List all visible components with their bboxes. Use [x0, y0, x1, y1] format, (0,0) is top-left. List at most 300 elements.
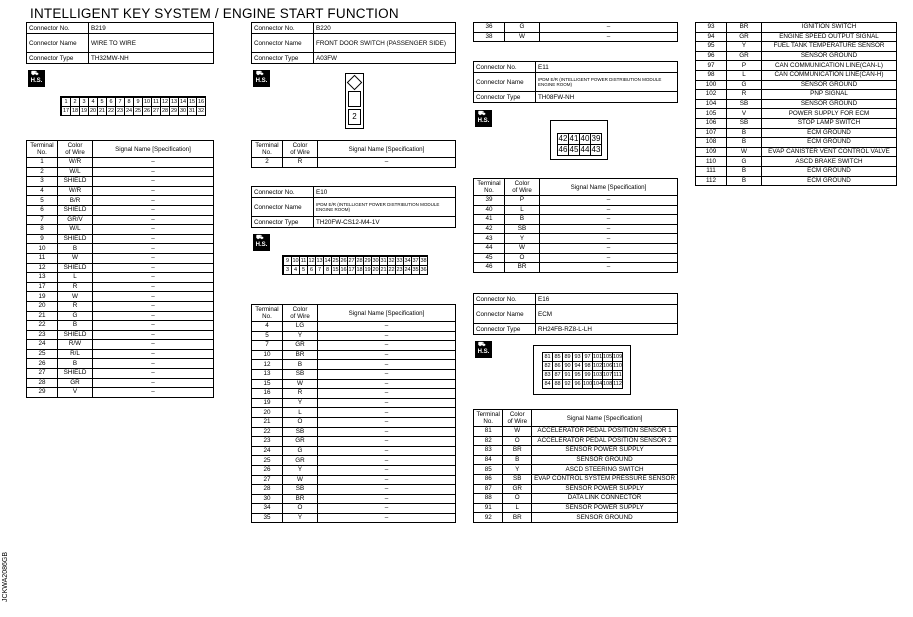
pin: 41	[569, 134, 579, 143]
signal-name: –	[540, 215, 678, 225]
pin: 24	[125, 108, 133, 114]
figure-code: JCKWA2086GB	[2, 552, 9, 602]
wire-color: GR	[283, 437, 318, 447]
pin: 19	[80, 108, 88, 114]
signal-name: –	[540, 224, 678, 234]
pin: 9	[283, 256, 292, 266]
signal-name: –	[93, 378, 214, 388]
pin: 13	[316, 258, 323, 264]
pin-row	[61, 97, 205, 106]
signal-name: –	[93, 205, 214, 215]
table-row	[252, 389, 456, 399]
pin: 25	[332, 258, 339, 264]
pin: 102	[593, 363, 603, 369]
pin-row	[61, 106, 205, 115]
terminal-table-e10	[251, 304, 456, 523]
pin: 81	[542, 352, 553, 362]
table-row	[252, 322, 456, 332]
signal-name: –	[318, 158, 456, 168]
wire-color: B	[58, 244, 93, 254]
table-row	[474, 263, 678, 273]
pin: 97	[582, 352, 593, 362]
pin: 7	[315, 265, 324, 275]
pin: 32	[197, 108, 205, 114]
pin: 29	[170, 108, 178, 114]
wire-color: BR	[503, 446, 532, 456]
car-icon: ⛟	[256, 71, 264, 77]
terminal-no: 110	[696, 157, 727, 167]
wire-color: W	[58, 292, 93, 302]
pin: 17	[348, 267, 355, 273]
signal-name: –	[93, 282, 214, 292]
terminal-no: 83	[474, 446, 503, 456]
wire-color: SHIELD	[58, 330, 93, 340]
terminal-no: 107	[696, 128, 727, 138]
wire-color: G	[505, 23, 540, 33]
table-row	[252, 398, 456, 408]
table-row	[27, 330, 214, 340]
terminal-no: 12	[27, 263, 58, 273]
pin: 107	[603, 372, 613, 378]
pin: 39	[591, 134, 601, 143]
table-row	[27, 349, 214, 359]
signal-name: –	[93, 225, 214, 235]
wire-color: BR	[505, 263, 540, 273]
table-row	[696, 32, 897, 42]
pin: 45	[569, 145, 579, 154]
signal-name: –	[93, 263, 214, 273]
pin: 108	[603, 381, 613, 387]
terminal-no: 4	[27, 186, 58, 196]
terminal-no: 38	[474, 32, 505, 42]
terminal-no: 81	[474, 427, 503, 437]
pin: 14	[324, 258, 331, 264]
signal-name: CAN COMMUNICATION LINE(CAN-H)	[762, 70, 897, 80]
table-row	[27, 177, 214, 187]
connector-face-b219	[60, 96, 206, 116]
terminal-no: 25	[27, 349, 58, 359]
table-row	[474, 484, 678, 494]
terminal-no: 9	[27, 234, 58, 244]
connector-info-e10	[251, 186, 456, 228]
cavity	[348, 91, 361, 107]
harness-side-icon: ⛟ H.S.	[253, 70, 270, 87]
signal-name: –	[93, 330, 214, 340]
connector-face-e16	[533, 345, 631, 395]
pin: 30	[372, 258, 379, 264]
pin: 43	[591, 145, 601, 154]
wire-color: R/W	[58, 340, 93, 350]
wire-color: L	[58, 273, 93, 283]
pin: 33	[396, 258, 403, 264]
pin: 92	[562, 379, 573, 389]
table-row	[27, 234, 214, 244]
terminal-no: 41	[474, 215, 505, 225]
pin: 111	[613, 372, 622, 378]
pin: 27	[152, 108, 160, 114]
signal-name: –	[318, 389, 456, 399]
signal-name: –	[93, 273, 214, 283]
table-row	[252, 341, 456, 351]
terminal-no: 42	[474, 224, 505, 234]
terminal-no: 36	[474, 23, 505, 33]
wire-color: W	[283, 475, 318, 485]
pin: 26	[340, 258, 347, 264]
header-signal-name: Signal Name [Specification]	[318, 141, 456, 158]
table-row	[27, 301, 214, 311]
table-row	[27, 158, 214, 168]
connector-info-b219	[26, 22, 214, 64]
wire-color: B	[58, 321, 93, 331]
label-connector-type: Connector Type	[474, 92, 536, 103]
pin: 28	[356, 258, 363, 264]
terminal-no: 6	[27, 205, 58, 215]
wire-color: BR	[283, 494, 318, 504]
signal-name: –	[93, 196, 214, 206]
pin: 34	[404, 258, 411, 264]
wire-color: R	[283, 389, 318, 399]
table-row	[696, 157, 897, 167]
terminal-no: 108	[696, 138, 727, 148]
table-row	[696, 109, 897, 119]
pin: 94	[572, 361, 583, 371]
connector-name-value: ECM	[536, 305, 678, 324]
connector-face-e10	[282, 255, 428, 275]
table-row	[474, 465, 678, 475]
wire-color: G	[727, 80, 762, 90]
signal-name: ACCELERATOR PEDAL POSITION SENSOR 1	[532, 427, 678, 437]
pin: 1	[61, 97, 71, 107]
terminal-table-b220	[251, 140, 456, 168]
wire-color: SB	[283, 369, 318, 379]
signal-name: –	[540, 234, 678, 244]
table-row	[27, 263, 214, 273]
terminal-table-e16	[473, 409, 678, 523]
car-icon: ⛟	[256, 235, 264, 241]
table-row	[474, 32, 678, 42]
wire-color: V	[727, 109, 762, 119]
wire-color: B	[727, 128, 762, 138]
label-connector-type: Connector Type	[252, 217, 314, 228]
table-row	[696, 90, 897, 100]
signal-name: STOP LAMP SWITCH	[762, 118, 897, 128]
latch-icon	[347, 75, 363, 91]
wire-color: B/R	[58, 196, 93, 206]
table-row	[252, 446, 456, 456]
pin: 6	[307, 265, 316, 275]
wire-color: Y	[283, 331, 318, 341]
header-color-of-wire: Color of Wire	[283, 141, 318, 158]
pin: 20	[89, 108, 97, 114]
terminal-no: 95	[696, 42, 727, 52]
signal-name: –	[540, 23, 678, 33]
table-row	[252, 494, 456, 504]
terminal-no: 40	[474, 205, 505, 215]
signal-name: –	[93, 234, 214, 244]
pin: 99	[582, 370, 593, 380]
pin: 7	[115, 97, 125, 107]
pin: 106	[603, 363, 613, 369]
pin: 37	[412, 258, 419, 264]
pin: 18	[356, 267, 363, 273]
terminal-no: 12	[252, 360, 283, 370]
signal-name: ASCD STEERING SWITCH	[532, 465, 678, 475]
pin: 101	[593, 354, 603, 360]
pin: 16	[340, 267, 347, 273]
terminal-no: 35	[252, 513, 283, 523]
signal-name: FUEL TANK TEMPERATURE SENSOR	[762, 42, 897, 52]
pin: 95	[572, 370, 583, 380]
signal-name: ENGINE SPEED OUTPUT SIGNAL	[762, 32, 897, 42]
pin: 11	[151, 97, 161, 107]
wire-color: LG	[283, 322, 318, 332]
wire-color: B	[505, 215, 540, 225]
header-color-of-wire: Color of Wire	[505, 179, 540, 196]
terminal-no: 30	[252, 494, 283, 504]
terminal-no: 112	[696, 176, 727, 186]
terminal-no: 85	[474, 465, 503, 475]
pin-2: 2	[348, 109, 361, 125]
terminal-no: 43	[474, 234, 505, 244]
signal-name: –	[318, 369, 456, 379]
table-row	[27, 167, 214, 177]
signal-name: –	[318, 350, 456, 360]
label-connector-name: Connector Name	[252, 34, 314, 53]
table-row	[252, 475, 456, 485]
connector-info-e16	[473, 293, 678, 335]
pin-row	[542, 361, 622, 370]
pin: 3	[283, 265, 292, 275]
pin: 32	[388, 258, 395, 264]
pin-row	[557, 133, 601, 144]
connector-type-value: TH20FW-CS12-M4-1V	[314, 217, 456, 228]
table-row	[474, 234, 678, 244]
wire-color: W	[505, 243, 540, 253]
connector-face-b220	[345, 73, 364, 129]
car-icon: ⛟	[478, 342, 486, 348]
harness-side-icon: ⛟ H.S.	[253, 234, 270, 251]
pin: 98	[582, 361, 593, 371]
wire-color: Y	[503, 465, 532, 475]
terminal-no: 29	[27, 388, 58, 398]
wire-color: L	[727, 70, 762, 80]
header-signal-name: Signal Name [Specification]	[532, 410, 678, 427]
signal-name: –	[93, 158, 214, 168]
wire-color: Y	[283, 465, 318, 475]
pin: 31	[380, 258, 387, 264]
pin: 35	[412, 267, 419, 273]
terminal-no: 22	[27, 321, 58, 331]
table-row	[696, 147, 897, 157]
terminal-no: 11	[27, 253, 58, 263]
terminal-table-e16-continued	[695, 22, 897, 186]
signal-name: –	[318, 379, 456, 389]
wire-color: B	[727, 138, 762, 148]
wire-color: SHIELD	[58, 205, 93, 215]
pin: 29	[364, 258, 371, 264]
table-row	[252, 465, 456, 475]
signal-name: –	[318, 456, 456, 466]
wire-color: O	[505, 253, 540, 263]
label-connector-name: Connector Name	[474, 73, 536, 92]
wire-color: BR	[283, 350, 318, 360]
signal-name: –	[93, 388, 214, 398]
pin: 21	[98, 108, 106, 114]
pin: 12	[161, 99, 169, 105]
table-row	[696, 138, 897, 148]
pin: 17	[62, 108, 70, 114]
signal-name: SENSOR POWER SUPPLY	[532, 503, 678, 513]
pin: 9	[133, 97, 143, 107]
terminal-no: 96	[696, 51, 727, 61]
terminal-no: 13	[252, 369, 283, 379]
table-row	[252, 456, 456, 466]
table-row	[474, 23, 678, 33]
wire-color: R	[58, 282, 93, 292]
pin: 15	[332, 267, 339, 273]
wire-color: W/R	[58, 158, 93, 168]
pin: 15	[188, 99, 196, 105]
pin: 103	[593, 372, 603, 378]
wire-color: Y	[283, 398, 318, 408]
page-title: INTELLIGENT KEY SYSTEM / ENGINE START FUNCTION	[30, 6, 399, 21]
table-row	[27, 186, 214, 196]
signal-name: POWER SUPPLY FOR ECM	[762, 109, 897, 119]
pin: 12	[308, 258, 315, 264]
pin: 89	[562, 352, 573, 362]
signal-name: –	[318, 408, 456, 418]
table-row	[27, 340, 214, 350]
harness-side-icon: ⛟ H.S.	[475, 341, 492, 358]
terminal-no: 24	[27, 340, 58, 350]
signal-name: SENSOR GROUND	[532, 455, 678, 465]
table-row	[474, 436, 678, 446]
pin: 85	[552, 352, 563, 362]
pin: 18	[71, 108, 79, 114]
pin: 19	[364, 267, 371, 273]
terminal-no: 92	[474, 513, 503, 523]
connector-type-value: RH24FB-RZ8-L-LH	[536, 324, 678, 335]
wire-color: GR	[503, 484, 532, 494]
terminal-no: 23	[252, 437, 283, 447]
header-terminal-no: Terminal No.	[252, 141, 283, 158]
signal-name: –	[318, 446, 456, 456]
table-row	[696, 23, 897, 33]
signal-name: –	[93, 186, 214, 196]
signal-name: ACCELERATOR PEDAL POSITION SENSOR 2	[532, 436, 678, 446]
car-icon: ⛟	[478, 111, 486, 117]
wire-color: SHIELD	[58, 177, 93, 187]
wire-color: SB	[503, 474, 532, 484]
connector-name-value: FRONT DOOR SWITCH (PASSENGER SIDE)	[314, 34, 456, 53]
terminal-no: 28	[27, 378, 58, 388]
table-row	[27, 292, 214, 302]
table-row	[474, 494, 678, 504]
table-row	[27, 282, 214, 292]
signal-name: –	[318, 465, 456, 475]
pin-row	[542, 379, 622, 388]
wire-color: GR/V	[58, 215, 93, 225]
wire-color: BR	[727, 23, 762, 33]
pin: 104	[593, 381, 603, 387]
wire-color: L	[505, 205, 540, 215]
wire-color: V	[58, 388, 93, 398]
connector-name-value: IPDM E/R (INTELLIGENT POWER DISTRIBUTION MODULE ENGINE ROOM)	[314, 198, 456, 217]
terminal-no: 23	[27, 330, 58, 340]
pin: 21	[380, 267, 387, 273]
terminal-no: 2	[252, 158, 283, 168]
terminal-no: 91	[474, 503, 503, 513]
wire-color: W	[503, 427, 532, 437]
terminal-no: 21	[252, 417, 283, 427]
label-connector-type: Connector Type	[474, 324, 536, 335]
signal-name: –	[318, 513, 456, 523]
pin: 110	[613, 363, 622, 369]
wire-color: Y	[283, 513, 318, 523]
table-row	[696, 166, 897, 176]
pin-row	[542, 370, 622, 379]
label-connector-name: Connector Name	[474, 305, 536, 324]
signal-name: –	[318, 398, 456, 408]
pin: 10	[292, 258, 299, 264]
pin: 25	[134, 108, 142, 114]
signal-name: ASCD BRAKE SWITCH	[762, 157, 897, 167]
pin: 105	[603, 354, 613, 360]
wire-color: SB	[727, 99, 762, 109]
wire-color: SB	[505, 224, 540, 234]
terminal-no: 5	[252, 331, 283, 341]
label-connector-no: Connector No.	[252, 23, 314, 34]
signal-name: –	[540, 196, 678, 206]
terminal-no: 17	[27, 282, 58, 292]
terminal-no: 104	[696, 99, 727, 109]
connector-face-e11	[550, 120, 608, 160]
pin-row	[283, 256, 427, 265]
table-row	[27, 253, 214, 263]
wire-color: GR	[283, 456, 318, 466]
terminal-no: 27	[27, 369, 58, 379]
pin: 27	[348, 258, 355, 264]
terminal-no: 19	[252, 398, 283, 408]
table-row	[474, 455, 678, 465]
signal-name: –	[318, 341, 456, 351]
table-row	[27, 311, 214, 321]
pin: 109	[613, 354, 623, 360]
header-signal-name: Signal Name [Specification]	[540, 179, 678, 196]
pin: 112	[613, 381, 622, 387]
terminal-no: 100	[696, 80, 727, 90]
harness-side-icon: ⛟ H.S.	[28, 70, 45, 87]
wire-color: O	[503, 436, 532, 446]
connector-type-value: A03FW	[314, 53, 456, 64]
signal-name: –	[318, 331, 456, 341]
connector-type-value: TH32MW-NH	[89, 53, 214, 64]
terminal-no: 7	[27, 215, 58, 225]
pin: 31	[188, 108, 196, 114]
signal-name: –	[93, 349, 214, 359]
signal-name: –	[540, 32, 678, 42]
pin: 46	[558, 145, 568, 154]
table-row	[696, 128, 897, 138]
signal-name: –	[540, 253, 678, 263]
wire-color: B	[58, 359, 93, 369]
wire-color: GR	[727, 51, 762, 61]
signal-name: –	[93, 321, 214, 331]
signal-name: –	[318, 360, 456, 370]
pin: 84	[542, 379, 553, 389]
table-row	[696, 51, 897, 61]
pin: 88	[552, 379, 563, 389]
